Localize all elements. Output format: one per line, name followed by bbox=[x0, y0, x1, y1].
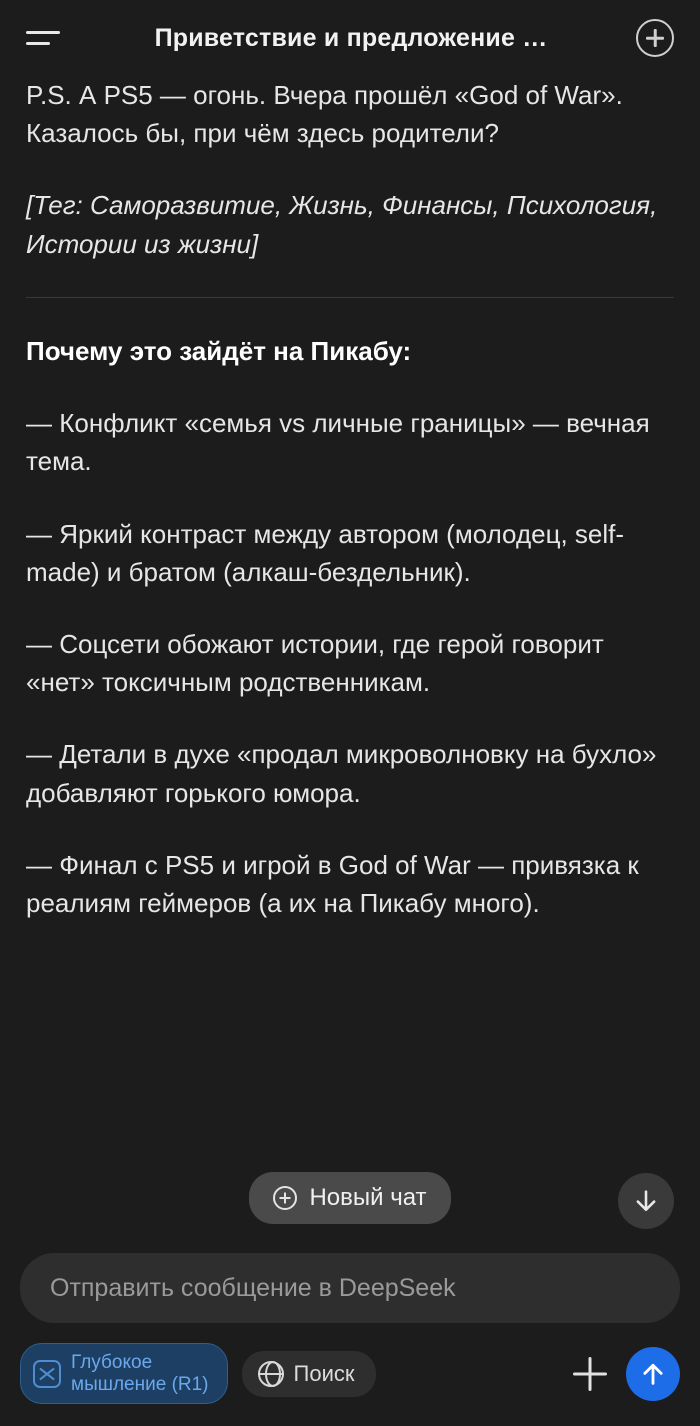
bullet-item: — Конфликт «семья vs личные границы» — вечная тема. bbox=[26, 408, 650, 477]
bullet-item: — Финал с PS5 и игрой в God of War — привязка к реалиям геймеров (а их на Пикабу много). bbox=[26, 849, 639, 919]
deep-think-line-2: мышление (R1) bbox=[71, 1373, 209, 1395]
floating-controls bbox=[0, 1155, 700, 1241]
hamburger-menu-icon[interactable] bbox=[26, 18, 66, 58]
plus-circle-icon bbox=[273, 1186, 297, 1210]
deep-think-label bbox=[71, 1352, 209, 1395]
deep-think-toggle[interactable] bbox=[20, 1343, 228, 1404]
arrow-up-icon bbox=[639, 1360, 667, 1388]
chat-scroll-area[interactable] bbox=[0, 76, 700, 1241]
message-input[interactable] bbox=[20, 1253, 680, 1323]
app-header bbox=[0, 0, 700, 76]
bullet-item: — Соцсети обожают истории, где герой говорит «нет» токсичным родственникам. bbox=[26, 628, 604, 698]
send-button[interactable] bbox=[626, 1347, 680, 1401]
composer-tools-row bbox=[20, 1343, 680, 1404]
message-paragraph: P.S. А PS5 — огонь. Вчера прошёл «God of War». Казалось бы, при чём здесь родители? bbox=[26, 80, 623, 149]
hamburger-line-1 bbox=[26, 31, 60, 34]
search-toggle[interactable] bbox=[242, 1351, 377, 1397]
section-heading: Почему это зайдёт на Пикабу: bbox=[26, 335, 412, 366]
globe-icon bbox=[258, 1361, 284, 1387]
page-title: Приветствие и предложение … bbox=[154, 23, 548, 52]
arrow-down-icon bbox=[632, 1187, 660, 1215]
message-tags-paragraph: [Тег: Саморазвитие, Жизнь, Финансы, Психология, Истории из жизни] bbox=[26, 190, 658, 259]
hamburger-line-2 bbox=[26, 42, 50, 45]
search-label: Поиск bbox=[293, 1360, 355, 1386]
attach-plus-icon[interactable] bbox=[568, 1352, 612, 1396]
composer bbox=[0, 1241, 700, 1426]
message-input-placeholder: Отправить сообщение в DeepSeek bbox=[50, 1273, 456, 1302]
atom-icon bbox=[33, 1360, 61, 1388]
content-divider bbox=[26, 297, 674, 298]
bullet-item: — Детали в духе «продал микроволновку на бухло» добавляют горького юмора. bbox=[26, 739, 657, 808]
scroll-to-bottom-button[interactable] bbox=[618, 1173, 674, 1229]
assistant-message bbox=[26, 76, 674, 922]
bullet-item: — Яркий контраст между автором (молодец, self-made) и братом (алкаш-бездельник). bbox=[26, 518, 625, 587]
new-chat-label: Новый чат bbox=[309, 1184, 427, 1212]
new-chat-plus-circle-icon[interactable] bbox=[636, 19, 674, 57]
new-chat-button[interactable] bbox=[249, 1172, 450, 1224]
deep-think-line-1: Глубокое bbox=[71, 1352, 153, 1374]
